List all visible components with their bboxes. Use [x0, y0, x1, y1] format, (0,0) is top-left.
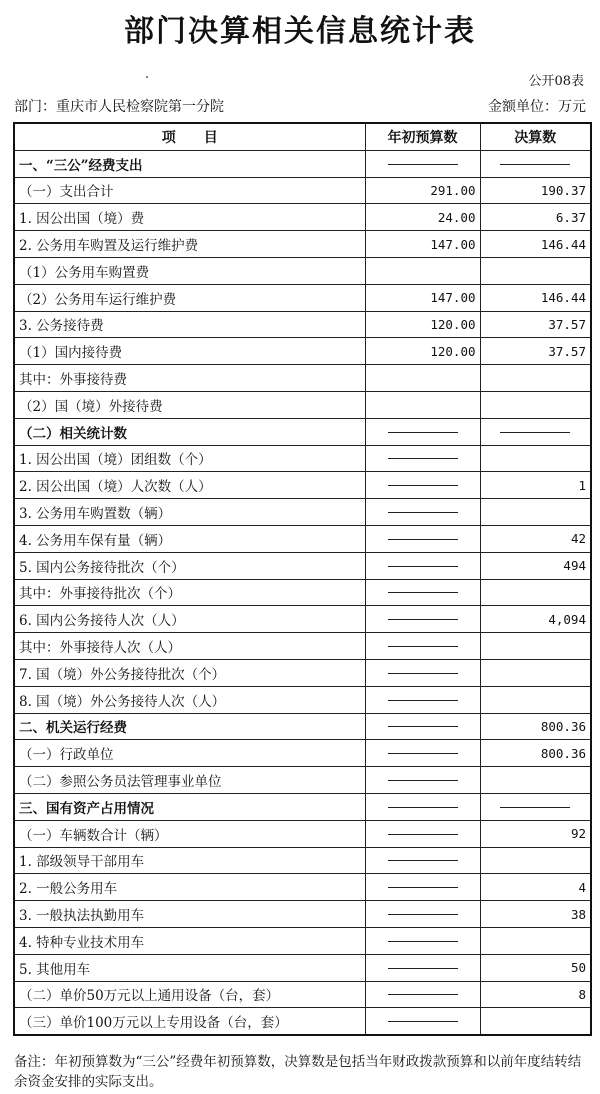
row-actual-value: 6.37 [480, 204, 591, 231]
table-row [14, 150, 591, 177]
row-budget-dash [365, 1008, 480, 1035]
table-row [14, 499, 591, 526]
row-item-label: 3. 公务接待费 [14, 311, 365, 338]
row-item-label: 其中：外事接待批次（个） [14, 579, 365, 606]
row-actual-value [480, 579, 591, 606]
row-budget-value [365, 391, 480, 418]
row-item-label: 二、机关运行经费 [14, 713, 365, 740]
not-applicable-dash [388, 619, 458, 620]
row-item-label: （一）支出合计 [14, 177, 365, 204]
row-actual-value [480, 927, 591, 954]
row-item-label: 一、“三公”经费支出 [14, 150, 365, 177]
row-actual-value [480, 686, 591, 713]
row-budget-dash [365, 686, 480, 713]
table-row [14, 981, 591, 1008]
row-item-label: 4. 公务用车保有量（辆） [14, 525, 365, 552]
table-row [14, 579, 591, 606]
table-row [14, 552, 591, 579]
row-budget-dash [365, 418, 480, 445]
row-budget-value [365, 257, 480, 284]
row-budget-value: 24.00 [365, 204, 480, 231]
row-actual-value [480, 767, 591, 794]
row-actual-value: 37.57 [480, 338, 591, 365]
row-actual-value: 92 [480, 820, 591, 847]
row-item-label: 2. 公务用车购置及运行维护费 [14, 231, 365, 258]
not-applicable-dash [388, 432, 458, 433]
row-item-label: （2）国（境）外接待费 [14, 391, 365, 418]
not-applicable-dash [388, 700, 458, 701]
row-item-label: （2）公务用车运行维护费 [14, 284, 365, 311]
row-budget-value: 120.00 [365, 311, 480, 338]
row-budget-dash [365, 901, 480, 928]
row-budget-dash [365, 472, 480, 499]
row-budget-dash [365, 767, 480, 794]
row-actual-value: 4 [480, 874, 591, 901]
table-row [14, 391, 591, 418]
not-applicable-dash [388, 592, 458, 593]
row-actual-dash [480, 418, 591, 445]
row-item-label: 2. 一般公务用车 [14, 874, 365, 901]
table-row [14, 927, 591, 954]
table-row [14, 418, 591, 445]
table-row [14, 231, 591, 258]
row-actual-value: 8 [480, 981, 591, 1008]
row-budget-dash [365, 874, 480, 901]
row-item-label: （三）单价100万元以上专用设备（台，套） [14, 1008, 365, 1035]
row-item-label: 1. 因公出国（境）团组数（个） [14, 445, 365, 472]
row-actual-value [480, 847, 591, 874]
row-actual-value [480, 391, 591, 418]
table-row [14, 901, 591, 928]
row-item-label: 3. 一般执法执勤用车 [14, 901, 365, 928]
not-applicable-dash [388, 164, 458, 165]
table-row [14, 606, 591, 633]
row-budget-dash [365, 927, 480, 954]
row-item-label: （二）相关统计数 [14, 418, 365, 445]
row-item-label: 其中：外事接待费 [14, 365, 365, 392]
not-applicable-dash [388, 887, 458, 888]
row-item-label: （1）国内接待费 [14, 338, 365, 365]
table-row [14, 525, 591, 552]
table-row [14, 686, 591, 713]
table-row [14, 740, 591, 767]
row-budget-dash [365, 525, 480, 552]
row-budget-dash [365, 633, 480, 660]
not-applicable-dash [388, 834, 458, 835]
row-actual-value: 37.57 [480, 311, 591, 338]
row-budget-value: 120.00 [365, 338, 480, 365]
table-row [14, 338, 591, 365]
not-applicable-dash [388, 753, 458, 754]
row-item-label: 8. 国（境）外公务接待人次（人） [14, 686, 365, 713]
row-actual-value [480, 257, 591, 284]
not-applicable-dash [500, 807, 570, 808]
not-applicable-dash [388, 860, 458, 861]
row-actual-value [480, 445, 591, 472]
row-actual-dash [480, 150, 591, 177]
row-item-label: 5. 其他用车 [14, 954, 365, 981]
not-applicable-dash [388, 726, 458, 727]
table-row [14, 793, 591, 820]
table-row [14, 767, 591, 794]
table-row [14, 633, 591, 660]
row-item-label: （二）单价50万元以上通用设备（台，套） [14, 981, 365, 1008]
not-applicable-dash [388, 458, 458, 459]
table-row [14, 257, 591, 284]
row-budget-value: 147.00 [365, 231, 480, 258]
row-actual-value: 146.44 [480, 231, 591, 258]
not-applicable-dash [388, 566, 458, 567]
footnote: 备注：年初预算数为“三公”经费年初预算数，决算数是包括当年财政拨款预算和以前年度结转结余资金安排的实际支出。 [14, 1054, 582, 1090]
row-budget-dash [365, 713, 480, 740]
row-item-label: 2. 因公出国（境）人次数（人） [14, 472, 365, 499]
not-applicable-dash [388, 646, 458, 647]
form-number: 公开08表 [528, 74, 584, 89]
department-line [14, 96, 586, 116]
row-item-label: 1. 部级领导干部用车 [14, 847, 365, 874]
not-applicable-dash [388, 914, 458, 915]
scan-speck [146, 76, 148, 78]
table-row [14, 820, 591, 847]
table-row [14, 204, 591, 231]
page-title: 部门决算相关信息统计表 [124, 14, 476, 49]
not-applicable-dash [500, 432, 570, 433]
row-budget-dash [365, 820, 480, 847]
row-item-label: 5. 国内公务接待批次（个） [14, 552, 365, 579]
row-actual-value [480, 659, 591, 686]
table-row [14, 1008, 591, 1035]
table-row [14, 284, 591, 311]
row-actual-value: 146.44 [480, 284, 591, 311]
row-item-label: 4. 特种专业技术用车 [14, 927, 365, 954]
row-budget-dash [365, 445, 480, 472]
row-budget-dash [365, 499, 480, 526]
row-budget-dash [365, 659, 480, 686]
column-header-item: 项 目 [14, 123, 365, 150]
row-budget-dash [365, 552, 480, 579]
not-applicable-dash [388, 941, 458, 942]
not-applicable-dash [388, 994, 458, 995]
row-item-label: （一）车辆数合计（辆） [14, 820, 365, 847]
row-item-label: 7. 国（境）外公务接待批次（个） [14, 659, 365, 686]
table-row [14, 472, 591, 499]
row-actual-value: 1 [480, 472, 591, 499]
row-budget-value: 291.00 [365, 177, 480, 204]
table-row [14, 847, 591, 874]
row-actual-value: 800.36 [480, 713, 591, 740]
row-actual-dash [480, 793, 591, 820]
row-budget-dash [365, 150, 480, 177]
not-applicable-dash [388, 673, 458, 674]
table-body [14, 150, 591, 1035]
row-budget-value: 147.00 [365, 284, 480, 311]
not-applicable-dash [500, 164, 570, 165]
table-row [14, 177, 591, 204]
table-header-row [14, 123, 591, 150]
row-item-label: 6. 国内公务接待人次（人） [14, 606, 365, 633]
row-actual-value: 800.36 [480, 740, 591, 767]
not-applicable-dash [388, 807, 458, 808]
not-applicable-dash [388, 780, 458, 781]
statistics-table [13, 122, 592, 1036]
row-item-label: （二）参照公务员法管理事业单位 [14, 767, 365, 794]
row-budget-value [365, 365, 480, 392]
row-budget-dash [365, 847, 480, 874]
table-row [14, 311, 591, 338]
not-applicable-dash [388, 485, 458, 486]
not-applicable-dash [388, 539, 458, 540]
column-header-budget: 年初预算数 [365, 123, 480, 150]
table-row [14, 445, 591, 472]
row-actual-value [480, 633, 591, 660]
table-row [14, 874, 591, 901]
row-item-label: （1）公务用车购置费 [14, 257, 365, 284]
row-item-label: 三、国有资产占用情况 [14, 793, 365, 820]
row-actual-value: 38 [480, 901, 591, 928]
row-actual-value: 42 [480, 525, 591, 552]
row-actual-value: 494 [480, 552, 591, 579]
column-header-actual: 决算数 [480, 123, 591, 150]
not-applicable-dash [388, 1021, 458, 1022]
row-actual-value [480, 1008, 591, 1035]
row-budget-dash [365, 606, 480, 633]
row-budget-dash [365, 740, 480, 767]
row-actual-value [480, 365, 591, 392]
amount-unit-label: 金额单位：万元 [488, 99, 586, 115]
row-item-label: 1. 因公出国（境）费 [14, 204, 365, 231]
row-budget-dash [365, 981, 480, 1008]
table-row [14, 954, 591, 981]
row-budget-dash [365, 954, 480, 981]
department-label: 部门：重庆市人民检察院第一分院 [14, 99, 224, 115]
row-item-label: （一）行政单位 [14, 740, 365, 767]
not-applicable-dash [388, 968, 458, 969]
row-item-label: 3. 公务用车购置数（辆） [14, 499, 365, 526]
row-item-label: 其中：外事接待人次（人） [14, 633, 365, 660]
table-row [14, 713, 591, 740]
row-actual-value [480, 499, 591, 526]
row-budget-dash [365, 793, 480, 820]
not-applicable-dash [388, 512, 458, 513]
table-row [14, 659, 591, 686]
row-actual-value: 4,094 [480, 606, 591, 633]
table-row [14, 365, 591, 392]
row-actual-value: 190.37 [480, 177, 591, 204]
row-actual-value: 50 [480, 954, 591, 981]
row-budget-dash [365, 579, 480, 606]
